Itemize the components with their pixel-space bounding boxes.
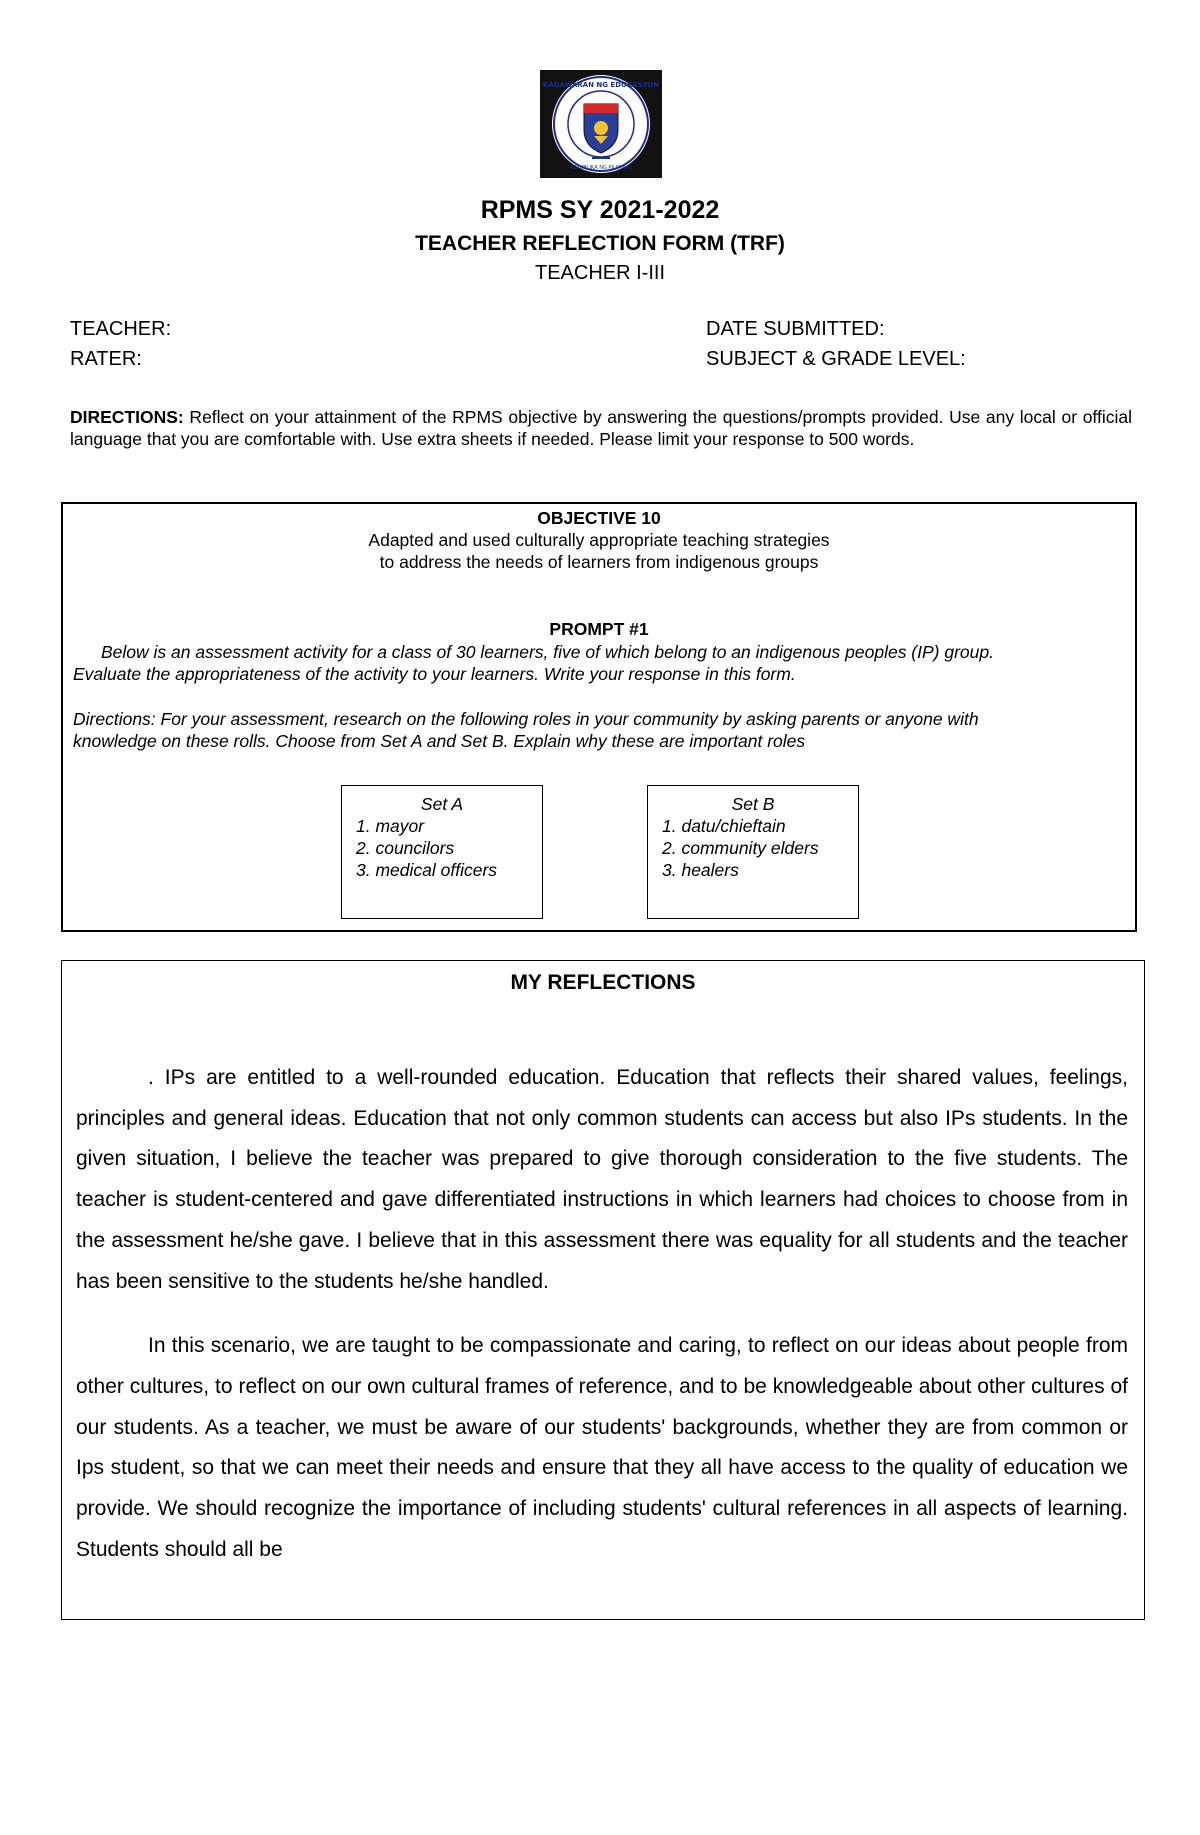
set-b-item: 3. healers — [662, 860, 739, 880]
objective-line-1: Adapted and used culturally appropriate teaching strategies — [368, 530, 830, 550]
form-title: TEACHER REFLECTION FORM (TRF) — [415, 232, 785, 255]
set-b-title: Set B — [731, 794, 775, 814]
objective-box — [61, 502, 1137, 932]
assessment-directions-line-2: knowledge on these rolls. Choose from Set A and Set B. Explain why these are important roles — [73, 731, 806, 751]
set-a-item: 2. councilors — [356, 838, 455, 858]
set-a-item: 1. mayor — [356, 816, 425, 836]
reflections-body — [76, 1058, 1128, 1570]
directions-paragraph — [70, 406, 1132, 450]
prompt-line-2: Evaluate the appropriateness of the activity to your learners. Write your response in this form. — [73, 664, 796, 684]
set-b-item: 1. datu/chieftain — [662, 816, 786, 836]
objective-heading: OBJECTIVE 10 — [537, 508, 661, 528]
prompt-heading: PROMPT #1 — [549, 619, 649, 639]
reflection-paragraph-1: . IPs are entitled to a well-rounded education. Education that reflects their shared values, feelings, principles and general ideas. Education that not only common students can access but also IPs students. In the given situation, I believe the teacher was prepared to give thorough consideration to the five students. The teacher is student-centered and gave differentiated instructions in which learners had choices to choose from in the assessment he/she gave. I believe that in this assessment there was equality for all students and the teacher has been sensitive to the students he/she handled. — [76, 1066, 1128, 1293]
set-a-box — [341, 785, 543, 919]
seal-ring-text: KAGAWARAN NG EDUKASYON — [542, 81, 660, 89]
reflections-heading: MY REFLECTIONS — [510, 971, 696, 994]
prompt-line-1: Below is an assessment activity for a class of 30 learners, five of which belong to an indigenous peoples (IP) group. — [101, 642, 994, 662]
set-b-box — [647, 785, 859, 919]
set-a-item: 3. medical officers — [356, 860, 498, 880]
subject-grade-field-label: SUBJECT & GRADE LEVEL: — [706, 348, 966, 370]
objective-line-2: to address the needs of learners from indigenous groups — [379, 552, 819, 572]
set-b-item: 2. community elders — [662, 838, 819, 858]
date-submitted-field-label: DATE SUBMITTED: — [706, 318, 885, 340]
position-label: TEACHER I-III — [534, 262, 665, 284]
assessment-directions-line-1: Directions: For your assessment, research on the following roles in your community by asking parents or anyone with — [73, 709, 979, 729]
deped-seal-icon — [540, 70, 662, 178]
reflections-box — [61, 960, 1145, 1620]
directions-text: Reflect on your attainment of the RPMS objective by answering the questions/prompts provided. Use any local or official language that you are comfortable with. Use extra sheets if needed. Please limit your response to 500 words. — [70, 407, 1132, 449]
teacher-field-label: TEACHER: — [70, 318, 172, 340]
page-title: RPMS SY 2021-2022 — [480, 196, 720, 224]
rater-field-label: RATER: — [70, 348, 142, 370]
set-a-title: Set A — [420, 794, 464, 814]
seal-motto-text: REPUBLIKA NG PILIPINAS — [570, 165, 632, 171]
deped-seal-logo — [540, 70, 662, 178]
reflection-paragraph-2: In this scenario, we are taught to be compassionate and caring, to reflect on our ideas about people from other cultures, to reflect on our own cultural frames of reference, and to be knowledgeable about other cultures of our students. As a teacher, we must be aware of our students' backgrounds, whether they are from common or Ips student, so that we can meet their needs and ensure that they all have access to the quality of education we provide. We should recognize the importance of including students' cultural references in all aspects of learning. Students should all be — [76, 1334, 1128, 1561]
directions-label: DIRECTIONS: — [70, 407, 184, 427]
